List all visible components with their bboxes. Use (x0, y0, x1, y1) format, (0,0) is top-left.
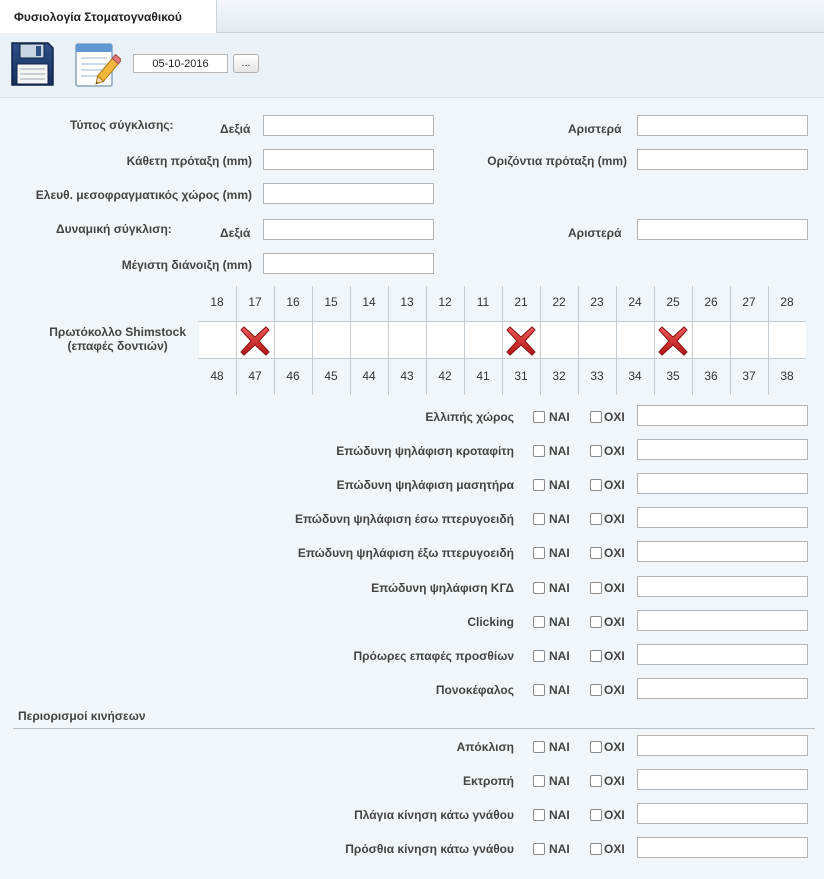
shimstock-contact-cell[interactable] (389, 322, 426, 358)
upper-tooth-number: 14 (362, 295, 376, 309)
occlusion-type-label: Τύπος σύγκλισης: (70, 118, 174, 132)
yes-checkbox[interactable] (533, 809, 545, 821)
shimstock-contact-cell[interactable] (731, 322, 768, 358)
finding-label: Επώδυνη ψηλάφιση έσω πτερυγοειδή (294, 512, 514, 527)
red-x-icon[interactable] (504, 324, 538, 358)
yes-checkbox[interactable] (533, 684, 545, 696)
shimstock-contact-cell[interactable] (579, 322, 616, 358)
dynamic-left-input[interactable] (637, 219, 808, 240)
dynamic-right-label: Δεξιά (220, 226, 251, 240)
max-opening-input[interactable] (263, 253, 434, 274)
finding-label: Επώδυνη ψηλάφιση μασητήρα (336, 478, 514, 493)
vertical-overlap-label: Κάθετη πρόταξη (mm) (126, 154, 252, 168)
finding-notes-input[interactable] (637, 769, 808, 790)
finding-notes-input[interactable] (637, 507, 808, 528)
lower-tooth-number: 44 (362, 369, 376, 383)
lower-tooth-number: 45 (324, 369, 338, 383)
dynamic-right-input[interactable] (263, 219, 434, 240)
movement-section-title: Περιορισμοί κινήσεων (18, 709, 146, 723)
no-label[interactable]: ΟΧΙ (604, 740, 625, 754)
yes-label[interactable]: ΝΑΙ (549, 444, 570, 459)
occlusion-right-label: Δεξιά (220, 122, 251, 136)
occlusion-right-input[interactable] (263, 115, 434, 136)
yes-checkbox[interactable] (533, 582, 545, 594)
lower-tooth-number: 35 (666, 369, 680, 383)
vertical-overlap-input[interactable] (263, 149, 434, 170)
red-x-icon[interactable] (656, 324, 690, 358)
yes-checkbox[interactable] (533, 775, 545, 787)
no-label[interactable]: ΟΧΙ (604, 682, 625, 697)
no-label[interactable]: ΟΧΙ (604, 478, 625, 493)
no-label[interactable]: ΟΧΙ (604, 648, 625, 663)
lower-tooth-number: 42 (438, 369, 452, 383)
no-label[interactable]: ΟΧΙ (604, 546, 625, 561)
finding-label: Επώδυνη ψηλάφιση έξω πτερυγοειδή (297, 546, 514, 561)
yes-label[interactable]: ΝΑΙ (549, 774, 570, 788)
floppy-disk-icon[interactable] (10, 41, 54, 87)
no-label[interactable]: ΟΧΙ (604, 808, 625, 822)
occlusion-left-label: Αριστερά (568, 122, 622, 136)
yes-checkbox[interactable] (533, 843, 545, 855)
shimstock-contact-cell[interactable] (275, 322, 312, 358)
yes-checkbox[interactable] (533, 411, 545, 423)
lower-tooth-number: 32 (552, 369, 566, 383)
finding-label: Απόκλιση (456, 740, 514, 754)
date-input[interactable] (133, 54, 228, 73)
finding-notes-input[interactable] (637, 837, 808, 858)
yes-label[interactable]: ΝΑΙ (549, 648, 570, 663)
yes-checkbox[interactable] (533, 650, 545, 662)
red-x-icon[interactable] (238, 324, 272, 358)
shimstock-contact-cell[interactable] (541, 322, 578, 358)
freeway-space-label: Ελευθ. μεσοφραγματικός χώρος (mm) (35, 188, 252, 202)
lower-tooth-number: 43 (400, 369, 414, 383)
freeway-space-input[interactable] (263, 183, 434, 204)
no-checkbox[interactable] (590, 775, 602, 787)
no-checkbox[interactable] (590, 513, 602, 525)
no-checkbox[interactable] (590, 445, 602, 457)
yes-label[interactable]: ΝΑΙ (549, 580, 570, 595)
shimstock-label-line2: (επαφές δοντιών) (67, 339, 168, 353)
finding-label: Πονοκέφαλος (435, 682, 514, 697)
horizontal-overlap-label: Οριζόντια πρόταξη (mm) (487, 154, 627, 168)
upper-tooth-number: 22 (552, 295, 566, 309)
no-label[interactable]: ΟΧΙ (604, 580, 625, 595)
no-checkbox[interactable] (590, 411, 602, 423)
upper-tooth-number: 16 (286, 295, 300, 309)
shimstock-contact-cell[interactable] (427, 322, 464, 358)
lower-tooth-number: 46 (286, 369, 300, 383)
finding-label: Επώδυνη ψηλάφιση κροταφίτη (336, 444, 514, 459)
occlusion-left-input[interactable] (637, 115, 808, 136)
no-label[interactable]: ΟΧΙ (604, 842, 625, 856)
yes-label[interactable]: ΝΑΙ (549, 478, 570, 493)
max-opening-label: Μέγιστη διάνοιξη (mm) (121, 258, 252, 272)
no-checkbox[interactable] (590, 479, 602, 491)
toolbar (0, 33, 824, 97)
lower-tooth-number: 47 (248, 369, 262, 383)
tab-bar (0, 0, 824, 33)
finding-notes-input[interactable] (637, 610, 808, 631)
shimstock-label (49, 325, 186, 353)
finding-notes-input[interactable] (637, 678, 808, 699)
horizontal-overlap-input[interactable] (637, 149, 808, 170)
upper-tooth-number: 15 (324, 295, 338, 309)
finding-label: Clicking (467, 614, 514, 629)
finding-notes-input[interactable] (637, 576, 808, 597)
yes-label[interactable]: ΝΑΙ (549, 512, 570, 527)
dynamic-left-label: Αριστερά (568, 226, 622, 240)
upper-tooth-number: 27 (742, 295, 756, 309)
shimstock-contact-cell[interactable] (313, 322, 350, 358)
yes-checkbox[interactable] (533, 741, 545, 753)
finding-label: Ελλιπής χώρος (425, 410, 514, 424)
upper-tooth-number: 23 (590, 295, 604, 309)
no-label[interactable]: ΟΧΙ (604, 410, 625, 424)
upper-tooth-number: 17 (248, 295, 262, 309)
yes-checkbox[interactable] (533, 547, 545, 559)
finding-label: Επώδυνη ψηλάφιση ΚΓΔ (371, 580, 514, 595)
upper-tooth-number: 25 (666, 295, 680, 309)
no-label[interactable]: ΟΧΙ (604, 774, 625, 788)
finding-label: Πλάγια κίνηση κάτω γνάθου (354, 808, 514, 822)
yes-label[interactable]: ΝΑΙ (549, 808, 570, 822)
lower-tooth-number: 38 (780, 369, 794, 383)
shimstock-contact-cell[interactable] (769, 322, 806, 358)
finding-notes-input[interactable] (637, 541, 808, 562)
yes-label[interactable]: ΝΑΙ (549, 842, 570, 856)
finding-notes-input[interactable] (637, 439, 808, 460)
yes-checkbox[interactable] (533, 479, 545, 491)
finding-notes-input[interactable] (637, 405, 808, 426)
upper-tooth-number: 28 (780, 295, 794, 309)
no-checkbox[interactable] (590, 843, 602, 855)
finding-notes-input[interactable] (637, 644, 808, 665)
no-checkbox[interactable] (590, 650, 602, 662)
finding-notes-input[interactable] (637, 803, 808, 824)
upper-tooth-number: 24 (628, 295, 642, 309)
date-picker-button[interactable]: ... (233, 54, 259, 73)
shimstock-contact-cell[interactable] (465, 322, 502, 358)
finding-label: Εκτροπή (463, 774, 514, 788)
no-checkbox[interactable] (590, 684, 602, 696)
no-label[interactable]: ΟΧΙ (604, 614, 625, 629)
upper-tooth-number: 13 (400, 295, 414, 309)
finding-label: Πρόωρες επαφές προσθίων (353, 648, 514, 663)
upper-tooth-number: 18 (210, 295, 224, 309)
finding-notes-input[interactable] (637, 473, 808, 494)
lower-tooth-number: 48 (210, 369, 224, 383)
lower-tooth-number: 41 (476, 369, 490, 383)
no-checkbox[interactable] (590, 547, 602, 559)
no-checkbox[interactable] (590, 616, 602, 628)
shimstock-contact-cell[interactable] (693, 322, 730, 358)
tab-stomatognathic-physiology[interactable]: Φυσιολογία Στοματογναθικού (0, 0, 217, 33)
upper-tooth-number: 12 (438, 295, 452, 309)
yes-checkbox[interactable] (533, 616, 545, 628)
finding-label: Πρόσθια κίνηση κάτω γνάθου (345, 842, 514, 856)
finding-notes-input[interactable] (637, 735, 808, 756)
shimstock-contact-cell[interactable] (199, 322, 236, 358)
lower-tooth-number: 33 (590, 369, 604, 383)
upper-tooth-number: 11 (476, 295, 490, 309)
lower-tooth-number: 36 (704, 369, 718, 383)
lower-tooth-number: 37 (742, 369, 756, 383)
no-label[interactable]: ΟΧΙ (604, 444, 625, 459)
lower-tooth-number: 34 (628, 369, 642, 383)
yes-label[interactable]: ΝΑΙ (549, 410, 570, 424)
no-checkbox[interactable] (590, 741, 602, 753)
shimstock-label-line1: Πρωτόκολλο Shimstock (49, 325, 186, 339)
grid-row-separator (198, 358, 806, 359)
section-divider (13, 728, 815, 729)
shimstock-contact-cell[interactable] (351, 322, 388, 358)
no-checkbox[interactable] (590, 809, 602, 821)
yes-label[interactable]: ΝΑΙ (549, 614, 570, 629)
lower-tooth-number: 31 (514, 369, 528, 383)
no-label[interactable]: ΟΧΙ (604, 512, 625, 527)
no-checkbox[interactable] (590, 582, 602, 594)
upper-tooth-number: 26 (704, 295, 718, 309)
yes-checkbox[interactable] (533, 445, 545, 457)
yes-checkbox[interactable] (533, 513, 545, 525)
yes-label[interactable]: ΝΑΙ (549, 740, 570, 754)
notepad-pencil-icon[interactable] (73, 41, 121, 89)
shimstock-contact-cell[interactable] (617, 322, 654, 358)
yes-label[interactable]: ΝΑΙ (549, 546, 570, 561)
yes-label[interactable]: ΝΑΙ (549, 682, 570, 697)
dynamic-occlusion-label: Δυναμική σύγκλιση: (56, 222, 172, 236)
upper-tooth-number: 21 (514, 295, 528, 309)
